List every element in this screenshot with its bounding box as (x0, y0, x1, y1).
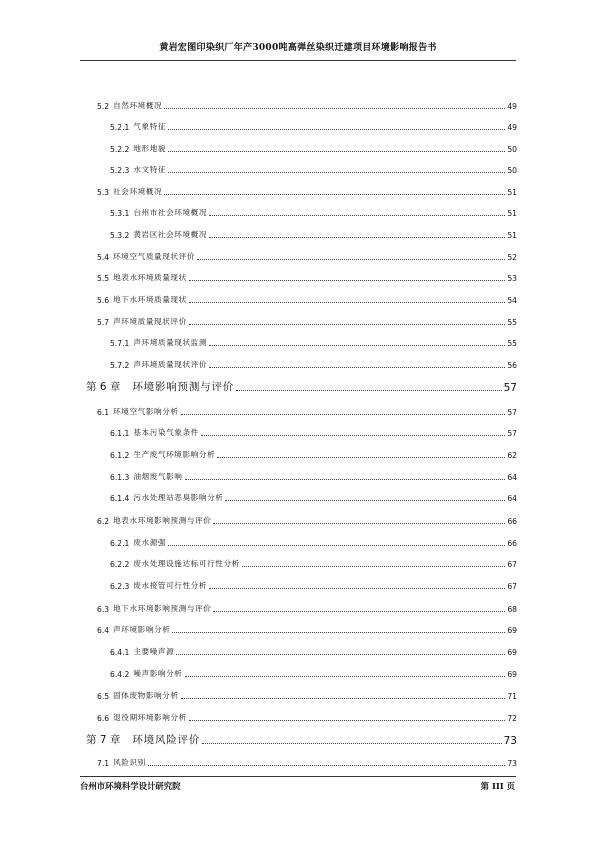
toc-entry-number: 6.4.1 (110, 648, 130, 657)
toc-entry-title: 固体废物影响分析 (113, 691, 179, 700)
toc-entry[interactable] (110, 424, 517, 438)
toc-dot-leader (185, 479, 506, 480)
toc-entry-number: 6.2.3 (110, 582, 130, 591)
toc-entry[interactable] (97, 291, 517, 305)
toc-entry-number: 6.1.1 (110, 429, 130, 438)
toc-entry-title: 主要噪声源 (133, 647, 175, 656)
toc-dot-leader (189, 720, 506, 721)
toc-dot-leader (189, 302, 506, 303)
toc-entry[interactable] (97, 269, 517, 283)
toc-entry-title: 台州市社会环境概况 (133, 208, 208, 217)
toc-entry-page: 51 (507, 188, 517, 197)
toc-dot-leader (209, 588, 505, 589)
toc-entry-title: 声环境质量现状评价 (113, 317, 187, 326)
toc-entry-number: 6.4 (97, 626, 110, 635)
toc-entry-number: 7.1 (97, 759, 110, 768)
toc-entry-page: 56 (507, 361, 517, 370)
toc-entry-page: 57 (507, 408, 517, 417)
toc-entry-title: 地形地貌 (133, 144, 167, 153)
toc-dot-leader (202, 743, 501, 744)
toc-dot-leader (209, 345, 505, 346)
toc-dot-leader (164, 108, 505, 109)
toc-entry-title: 废水接管可行性分析 (133, 581, 208, 590)
toc-entry-page: 57 (507, 429, 517, 438)
toc-entry-title: 气象特征 (133, 122, 167, 131)
toc-entry-number: 6.5 (97, 692, 110, 701)
toc-dot-leader (217, 457, 505, 458)
toc-dot-leader (181, 414, 506, 415)
toc-entry-number: 5.2.3 (110, 166, 130, 175)
toc-entry-number: 5.3.1 (110, 209, 130, 218)
toc-dot-leader (168, 172, 505, 173)
toc-entry-title: 基本污染气象条件 (133, 428, 199, 437)
toc-entry-page: 53 (507, 274, 517, 283)
toc-entry[interactable] (110, 577, 517, 591)
toc-entry[interactable] (97, 183, 517, 197)
toc-entry-number: 5.3.2 (110, 231, 130, 240)
toc-entry[interactable] (110, 140, 517, 154)
toc-dot-leader (201, 435, 505, 436)
toc-entry[interactable] (110, 334, 517, 348)
toc-entry-page: 49 (507, 102, 517, 111)
toc-entry-number: 6.2 (97, 517, 110, 526)
toc-entry[interactable] (110, 118, 517, 132)
toc-entry-page: 54 (507, 296, 517, 305)
toc-entry-page: 73 (503, 735, 517, 747)
toc-entry-page: 71 (507, 692, 517, 701)
toc-entry-number: 6.6 (97, 714, 110, 723)
toc-dot-leader (213, 611, 505, 612)
toc-chapter-entry[interactable] (86, 729, 517, 747)
toc-entry-title: 油烟废气影响 (133, 472, 183, 481)
toc-entry-page: 66 (507, 517, 517, 526)
toc-entry-page: 64 (507, 473, 517, 482)
toc-dot-leader (148, 765, 505, 766)
toc-entry-title: 社会环境概况 (113, 187, 163, 196)
toc-entry-number: 6.1.2 (110, 451, 130, 460)
toc-entry-page: 51 (507, 209, 517, 218)
toc-entry[interactable] (97, 512, 517, 526)
toc-entry[interactable] (97, 313, 517, 327)
toc-entry-page: 55 (507, 339, 517, 348)
toc-entry-number: 5.5 (97, 274, 110, 283)
toc-entry-page: 67 (507, 582, 517, 591)
toc-entry[interactable] (110, 468, 517, 482)
toc-dot-leader (213, 523, 505, 524)
toc-entry[interactable] (97, 621, 517, 635)
toc-dot-leader (189, 324, 506, 325)
toc-entry-page: 66 (507, 539, 517, 548)
toc-entry-number: 5.7.2 (110, 361, 130, 370)
toc-entry-number: 5.6 (97, 296, 110, 305)
toc-entry-page: 57 (503, 382, 517, 394)
toc-entry-page: 68 (507, 605, 517, 614)
toc-entry-page: 50 (507, 145, 517, 154)
toc-entry-number: 5.4 (97, 253, 110, 262)
footer-page-number: 第 III 页 (480, 781, 515, 791)
toc-entry-page: 49 (507, 123, 517, 132)
toc-entry-number: 6.2.1 (110, 539, 130, 548)
toc-entry-number: 第 6 章 (86, 381, 121, 393)
toc-entry-number: 5.3 (97, 188, 110, 197)
toc-entry-page: 69 (507, 626, 517, 635)
toc-entry-title: 地表水环境影响预测与评价 (113, 516, 212, 525)
toc-entry-title: 声环境质量现状评价 (133, 360, 208, 369)
toc-entry-page: 73 (507, 759, 517, 768)
toc-entry-title: 地表水环境质量现状 (113, 273, 187, 282)
toc-entry-title: 废水源强 (133, 538, 167, 547)
toc-entry[interactable] (97, 754, 517, 768)
toc-dot-leader (168, 545, 505, 546)
toc-entry-page: 67 (507, 560, 517, 569)
toc-dot-leader (225, 500, 505, 501)
toc-entry[interactable] (97, 403, 517, 417)
toc-dot-leader (172, 632, 505, 633)
toc-entry-title: 声环境影响分析 (113, 625, 171, 634)
toc-entry-number: 5.2.2 (110, 145, 130, 154)
toc-entry-page: 55 (507, 318, 517, 327)
toc-entry-title: 生产废气环境影响分析 (133, 450, 216, 459)
toc-entry-number: 5.2 (97, 102, 110, 111)
toc-entry-number: 6.3 (97, 605, 110, 614)
toc-entry-title: 退役期环境影响分析 (113, 713, 187, 722)
toc-dot-leader (181, 698, 506, 699)
toc-entry[interactable] (110, 161, 517, 175)
toc-entry-title: 环境空气质量现状评价 (113, 252, 196, 261)
toc-entry[interactable] (110, 489, 517, 503)
toc-entry[interactable] (110, 534, 517, 548)
toc-entry[interactable] (110, 356, 517, 370)
toc-entry-title: 风险识别 (113, 758, 146, 767)
toc-entry-page: 69 (507, 648, 517, 657)
toc-entry[interactable] (97, 687, 517, 701)
toc-entry[interactable] (97, 97, 517, 111)
toc-entry-title: 地下水环境影响预测与评价 (113, 604, 212, 613)
toc-entry-number: 第 7 章 (86, 734, 121, 746)
toc-entry-page: 50 (507, 166, 517, 175)
toc-dot-leader (168, 151, 505, 152)
toc-entry-number: 6.1.3 (110, 473, 130, 482)
footer-institute: 台州市环境科学设计研究院 (80, 781, 181, 791)
toc-entry[interactable] (97, 600, 517, 614)
toc-entry[interactable] (110, 555, 517, 569)
toc-entry-title: 环境空气影响分析 (113, 407, 179, 416)
toc-entry-title: 自然环境概况 (113, 101, 163, 110)
toc-chapter-entry[interactable] (86, 376, 517, 394)
toc-dot-leader (242, 566, 505, 567)
toc-entry-number: 5.7 (97, 318, 110, 327)
toc-dot-leader (209, 367, 505, 368)
toc-dot-leader (164, 194, 505, 195)
toc-entry[interactable] (110, 204, 517, 218)
toc-entry[interactable] (97, 709, 517, 723)
toc-dot-leader (189, 280, 506, 281)
toc-entry-page: 72 (507, 714, 517, 723)
toc-entry-title: 黄岩区社会环境概况 (133, 230, 208, 239)
toc-entry-page: 52 (507, 253, 517, 262)
toc-entry-title: 废水处理设施达标可行性分析 (133, 559, 240, 568)
toc-entry[interactable] (110, 226, 517, 240)
toc-entry[interactable] (110, 665, 517, 679)
toc-entry-title: 声环境质量现状监测 (133, 338, 208, 347)
toc-entry-number: 6.1 (97, 408, 110, 417)
toc-entry-title: 环境风险评价 (132, 734, 201, 746)
toc-entry-title: 地下水环境质量现状 (113, 295, 187, 304)
toc-dot-leader (176, 654, 505, 655)
toc-entry-page: 62 (507, 451, 517, 460)
toc-entry-number: 6.4.2 (110, 670, 130, 679)
toc-entry-title: 环境影响预测与评价 (132, 381, 235, 393)
toc-dot-leader (236, 390, 502, 391)
document-header: 黄岩宏图印染织厂年产3000吨高弹丝染织迁建项目环境影响报告书 (159, 43, 437, 53)
toc-dot-leader (197, 259, 505, 260)
toc-entry-page: 64 (507, 494, 517, 503)
toc-entry[interactable] (110, 446, 517, 460)
toc-entry[interactable] (97, 248, 517, 262)
toc-entry-title: 噪声影响分析 (133, 669, 183, 678)
toc-entry-number: 6.1.4 (110, 494, 130, 503)
toc-dot-leader (168, 129, 505, 130)
toc-entry-number: 5.7.1 (110, 339, 130, 348)
toc-entry-number: 5.2.1 (110, 123, 130, 132)
toc-dot-leader (209, 215, 505, 216)
toc-entry-page: 51 (507, 231, 517, 240)
toc-entry-title: 污水处理站恶臭影响分析 (133, 493, 224, 502)
footer-rule (80, 776, 516, 777)
toc-entry-title: 水文特征 (133, 165, 167, 174)
toc-entry[interactable] (110, 643, 517, 657)
toc-entry-number: 6.2.2 (110, 560, 130, 569)
toc-dot-leader (209, 237, 505, 238)
toc-entry-page: 69 (507, 670, 517, 679)
toc-dot-leader (185, 676, 506, 677)
